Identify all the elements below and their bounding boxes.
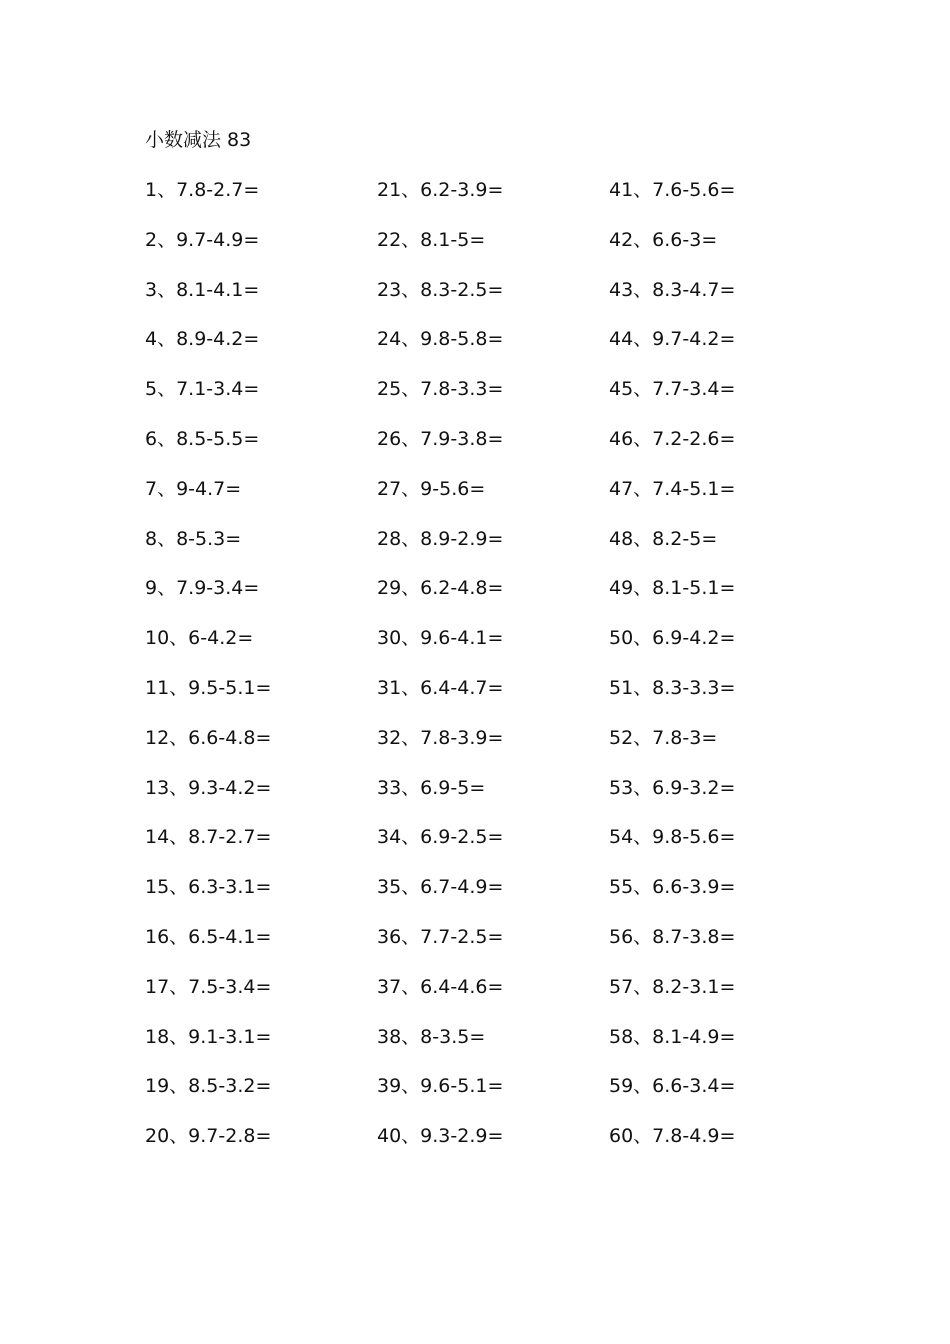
- problem-item: 32、7.8-3.9=: [377, 726, 504, 749]
- problem-item: 39、9.6-5.1=: [377, 1075, 504, 1098]
- problem-item: 44、9.7-4.2=: [609, 328, 736, 351]
- problem-column: [145, 176, 377, 1172]
- problem-item: 55、6.6-3.9=: [609, 876, 736, 899]
- problem-item: 46、7.2-2.6=: [609, 427, 736, 450]
- problem-column: [609, 176, 809, 1172]
- problem-item: 19、8.5-3.2=: [145, 1075, 272, 1098]
- problem-item: 23、8.3-2.5=: [377, 278, 504, 301]
- problem-item: 36、7.7-2.5=: [377, 925, 504, 948]
- problem-item: 8、8-5.3=: [145, 527, 242, 550]
- problem-item: 51、8.3-3.3=: [609, 676, 736, 699]
- problem-item: 57、8.2-3.1=: [609, 975, 736, 998]
- problem-item: 52、7.8-3=: [609, 726, 718, 749]
- problem-item: 3、8.1-4.1=: [145, 278, 260, 301]
- problem-item: 38、8-3.5=: [377, 1025, 486, 1048]
- problem-column: [377, 176, 609, 1172]
- problem-item: 50、6.9-4.2=: [609, 627, 736, 650]
- problem-item: 58、8.1-4.9=: [609, 1025, 736, 1048]
- problem-item: 26、7.9-3.8=: [377, 427, 504, 450]
- problem-item: 6、8.5-5.5=: [145, 427, 260, 450]
- problem-item: 40、9.3-2.9=: [377, 1125, 504, 1148]
- problem-item: 56、8.7-3.8=: [609, 925, 736, 948]
- problem-item: 2、9.7-4.9=: [145, 228, 260, 251]
- problem-item: 42、6.6-3=: [609, 228, 718, 251]
- problem-item: 1、7.8-2.7=: [145, 179, 260, 201]
- problem-item: 43、8.3-4.7=: [609, 278, 736, 301]
- problem-item: 49、8.1-5.1=: [609, 577, 736, 600]
- problem-item: 37、6.4-4.6=: [377, 975, 504, 998]
- problem-item: 28、8.9-2.9=: [377, 527, 504, 550]
- problem-item: 12、6.6-4.8=: [145, 726, 272, 749]
- problem-item: 4、8.9-4.2=: [145, 328, 260, 351]
- problem-item: 17、7.5-3.4=: [145, 975, 272, 998]
- problem-item: 48、8.2-5=: [609, 527, 718, 550]
- problem-item: 11、9.5-5.1=: [145, 676, 272, 699]
- problem-grid: [145, 176, 809, 1172]
- problem-item: 54、9.8-5.6=: [609, 826, 736, 849]
- worksheet-title: 小数减法 83: [145, 129, 252, 151]
- problem-item: 29、6.2-4.8=: [377, 577, 504, 600]
- problem-item: 9、7.9-3.4=: [145, 577, 260, 600]
- problem-item: 10、6-4.2=: [145, 627, 254, 650]
- problem-item: 30、9.6-4.1=: [377, 627, 504, 650]
- problem-item: 41、7.6-5.6=: [609, 179, 736, 201]
- problem-item: 5、7.1-3.4=: [145, 378, 260, 401]
- problem-item: 7、9-4.7=: [145, 477, 242, 500]
- problem-item: 27、9-5.6=: [377, 477, 486, 500]
- problem-item: 25、7.8-3.3=: [377, 378, 504, 401]
- problem-item: 35、6.7-4.9=: [377, 876, 504, 899]
- problem-item: 13、9.3-4.2=: [145, 776, 272, 799]
- problem-item: 34、6.9-2.5=: [377, 826, 504, 849]
- problem-item: 14、8.7-2.7=: [145, 826, 272, 849]
- problem-item: 45、7.7-3.4=: [609, 378, 736, 401]
- problem-item: 24、9.8-5.8=: [377, 328, 504, 351]
- problem-item: 20、9.7-2.8=: [145, 1125, 272, 1148]
- problem-item: 59、6.6-3.4=: [609, 1075, 736, 1098]
- problem-item: 31、6.4-4.7=: [377, 676, 504, 699]
- problem-item: 22、8.1-5=: [377, 228, 486, 251]
- problem-item: 60、7.8-4.9=: [609, 1125, 736, 1148]
- problem-item: 21、6.2-3.9=: [377, 179, 504, 201]
- problem-item: 33、6.9-5=: [377, 776, 486, 799]
- problem-item: 18、9.1-3.1=: [145, 1025, 272, 1048]
- problem-item: 15、6.3-3.1=: [145, 876, 272, 899]
- problem-item: 53、6.9-3.2=: [609, 776, 736, 799]
- problem-item: 47、7.4-5.1=: [609, 477, 736, 500]
- problem-item: 16、6.5-4.1=: [145, 925, 272, 948]
